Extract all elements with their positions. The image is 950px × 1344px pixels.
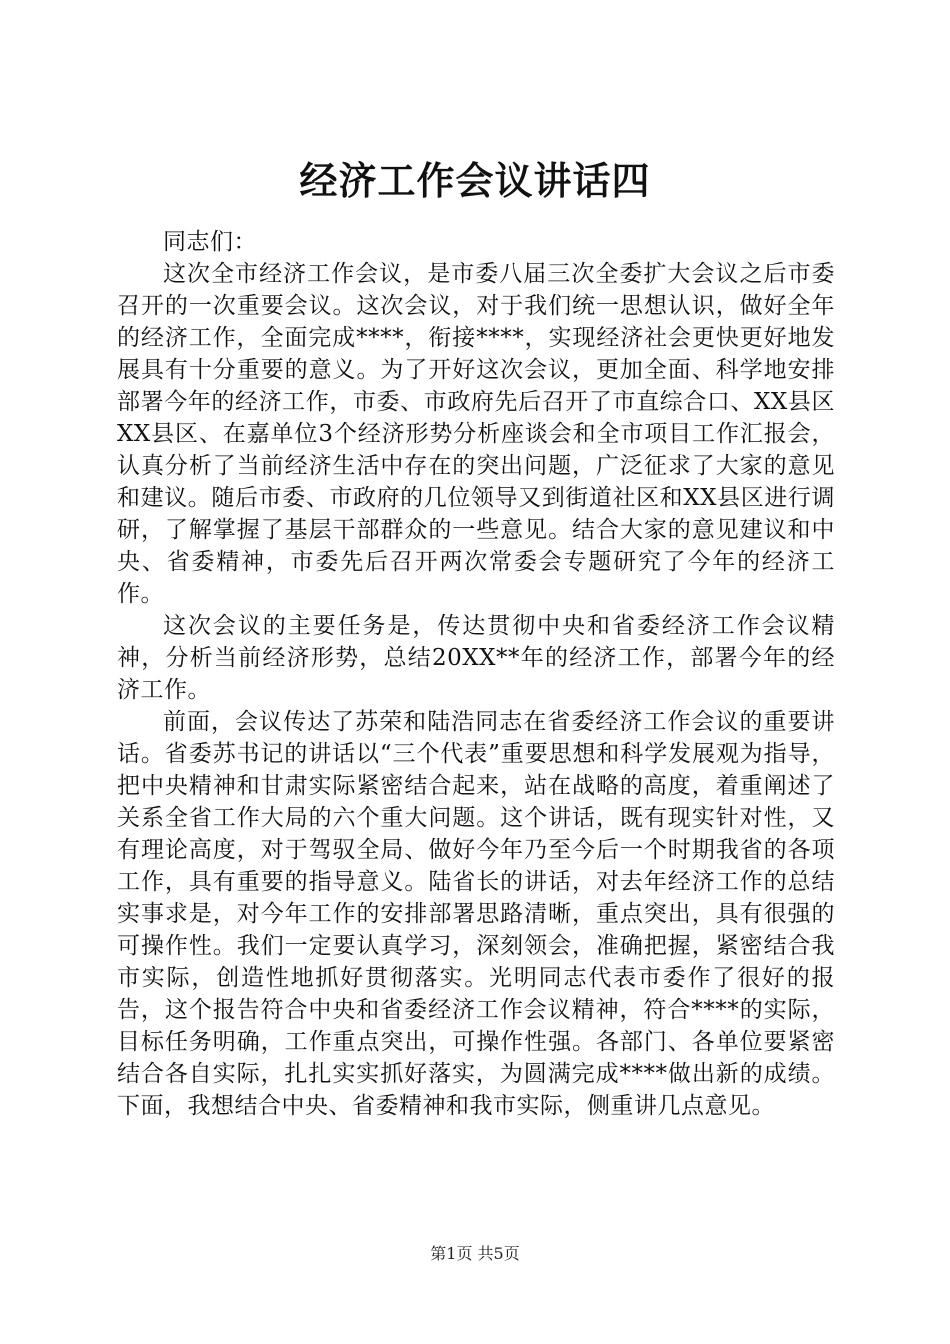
paragraph-1: 这次全市经济工作会议，是市委八届三次全委扩大会议之后市委召开的一次重要会议。这次会议，对于我们统一思想认识，做好全年的经济工作，全面完成****，衔接****，实现经济社会更快更好地发展具有十分重要的意义。为了开好这次会议，更加全面、科学地安排部署今年的经济工作，市委、市政府先后召开了市直综合口、XX县区XX县区、在嘉单位3个经济形势分析座谈会和全市项目工作汇报会，认真分析了当前经济生活中存在的突出问题，广泛征求了大家的意见和建议。随后市委、市政府的几位领导又到街道社区和XX县区进行调研，了解掌握了基层干部群众的一些意见。结合大家的意见建议和中央、省委精神，市委先后召开两次常委会专题研究了今年的经济工作。 — [117, 261, 835, 607]
paragraph-3: 前面，会议传达了苏荣和陆浩同志在省委经济工作会议的重要讲话。省委苏书记的讲话以“三个代表”重要思想和科学发展观为指导，把中央精神和甘肃实际紧密结合起来，站在战略的高度，着重阐述了关系全省工作大局的六个重大问题。这个讲话，既有现实针对性，又有理论高度，对于驾驭全局、做好今年乃至今后一个时期我省的各项工作，具有重要的指导意义。陆省长的讲话，对去年经济工作的总结实事求是，对今年工作的安排部署思路清晰，重点突出，具有很强的可操作性。我们一定要认真学习，深刻领会，准确把握，紧密结合我市实际，创造性地抓好贯彻落实。光明同志代表市委作了很好的报告，这个报告符合中央和省委经济工作会议精神，符合****的实际，目标任务明确，工作重点突出，可操作性强。各部门、各单位要紧密结合各自实际，扎扎实实抓好落实，为圆满完成****做出新的成绩。下面，我想结合中央、省委精神和我市实际，侧重讲几点意见。 — [117, 709, 835, 1119]
salutation: 同志们： — [163, 229, 257, 255]
document-title: 经济工作会议讲话四 — [299, 158, 651, 203]
document-body — [117, 226, 835, 1122]
page-footer: 第1页 共5页 — [430, 1244, 520, 1263]
paragraph-2: 这次会议的主要任务是，传达贯彻中央和省委经济工作会议精神，分析当前经济形势，总结20XX**年的经济工作，部署今年的经济工作。 — [117, 613, 835, 703]
